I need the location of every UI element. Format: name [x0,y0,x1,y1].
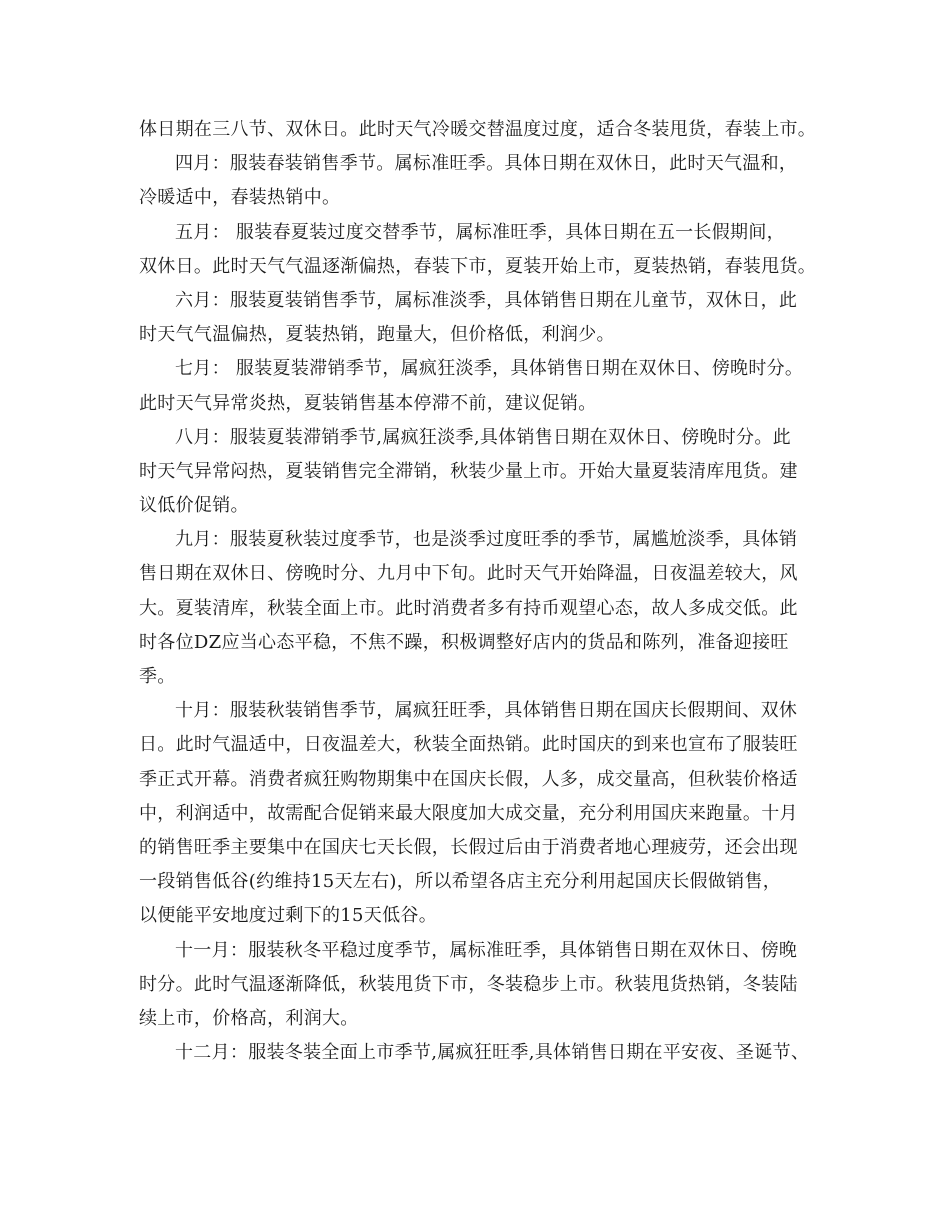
text-line: 七月： 服装夏装滞销季节，属疯狂淡季，具体销售日期在双休日、傍晚时分。 [175,358,804,380]
text-line: 中，利润适中，故需配合促销来最大限度加大成交量，充分利用国庆来跑量。十月 [139,802,798,824]
text-line: 十月：服装秋装销售季节，属疯狂旺季，具体销售日期在国庆长假期间、双休 [175,700,798,722]
text-line: 九月：服装夏秋装过度季节，也是淡季过度旺季的季节，属尴尬淡季，具体销 [175,529,798,551]
text-line: 的销售旺季主要集中在国庆七天长假，长假过后由于消费者地心理疲劳，还会出现 [139,836,798,858]
text-line: 时各位DZ应当心态平稳，不焦不躁，积极调整好店内的货品和陈列，准备迎接旺 [139,631,789,653]
text-line: 六月：服装夏装销售季节，属标准淡季，具体销售日期在儿童节，双休日，此 [175,289,798,311]
text-line: 日。此时气温适中，日夜温差大，秋装全面热销。此时国庆的到来也宣布了服装旺 [139,734,798,756]
text-line: 大。夏装清库，秋装全面上市。此时消费者多有持币观望心态，故人多成交低。此 [139,597,798,619]
text-line: 体日期在三八节、双休日。此时天气冷暖交替温度过度，适合冬装甩货，春装上市。 [139,119,817,140]
text-line: 时天气气温偏热，夏装热销，跑量大，但价格低，利润少。 [139,324,615,346]
text-line: 时分。此时气温逐渐降低，秋装甩货下市，冬装稳步上市。秋装甩货热销，冬装陆 [139,973,798,995]
text-line: 十一月：服装秋冬平稳过度季节，属标准旺季，具体销售日期在双休日、傍晚 [175,939,798,961]
text-line: 十二月：服装冬装全面上市季节,属疯狂旺季,具体销售日期在平安夜、圣诞节、 [175,1042,810,1064]
text-line: 售日期在双休日、傍晚时分、九月中下旬。此时天气开始降温，日夜温差较大，风 [139,563,798,585]
body-text [139,113,829,1070]
text-line: 季正式开幕。消费者疯狂购物期集中在国庆长假，人多，成交量高，但秋装价格适 [139,768,798,790]
text-line: 冷暖适中，春装热销中。 [139,187,341,209]
text-line: 议低价促销。 [139,495,249,517]
text-line: 双休日。此时天气气温逐渐偏热，春装下市，夏装开始上市，夏装热销，春装甩货。 [139,255,817,277]
text-line: 五月： 服装春夏装过度交替季节，属标准旺季，具体日期在五一长假期间， [175,221,785,243]
text-line: 一段销售低谷(约维持15天左右)，所以希望各店主充分利用起国庆长假做销售， [139,871,782,893]
text-line: 此时天气异常炎热，夏装销售基本停滞不前，建议促销。 [139,392,597,414]
text-line: 四月：服装春装销售季节。属标准旺季。具体日期在双休日，此时天气温和， [175,153,798,175]
text-line: 以便能平安地度过剩下的15天低谷。 [139,905,438,927]
text-line: 续上市，价格高，利润大。 [139,1007,359,1029]
text-line: 季。 [139,666,176,687]
text-line: 八月：服装夏装滞销季节,属疯狂淡季,具体销售日期在双休日、傍晚时分。此 [175,426,791,448]
text-line: 时天气异常闷热，夏装销售完全滞销，秋装少量上市。开始大量夏装清库甩货。建 [139,460,798,482]
